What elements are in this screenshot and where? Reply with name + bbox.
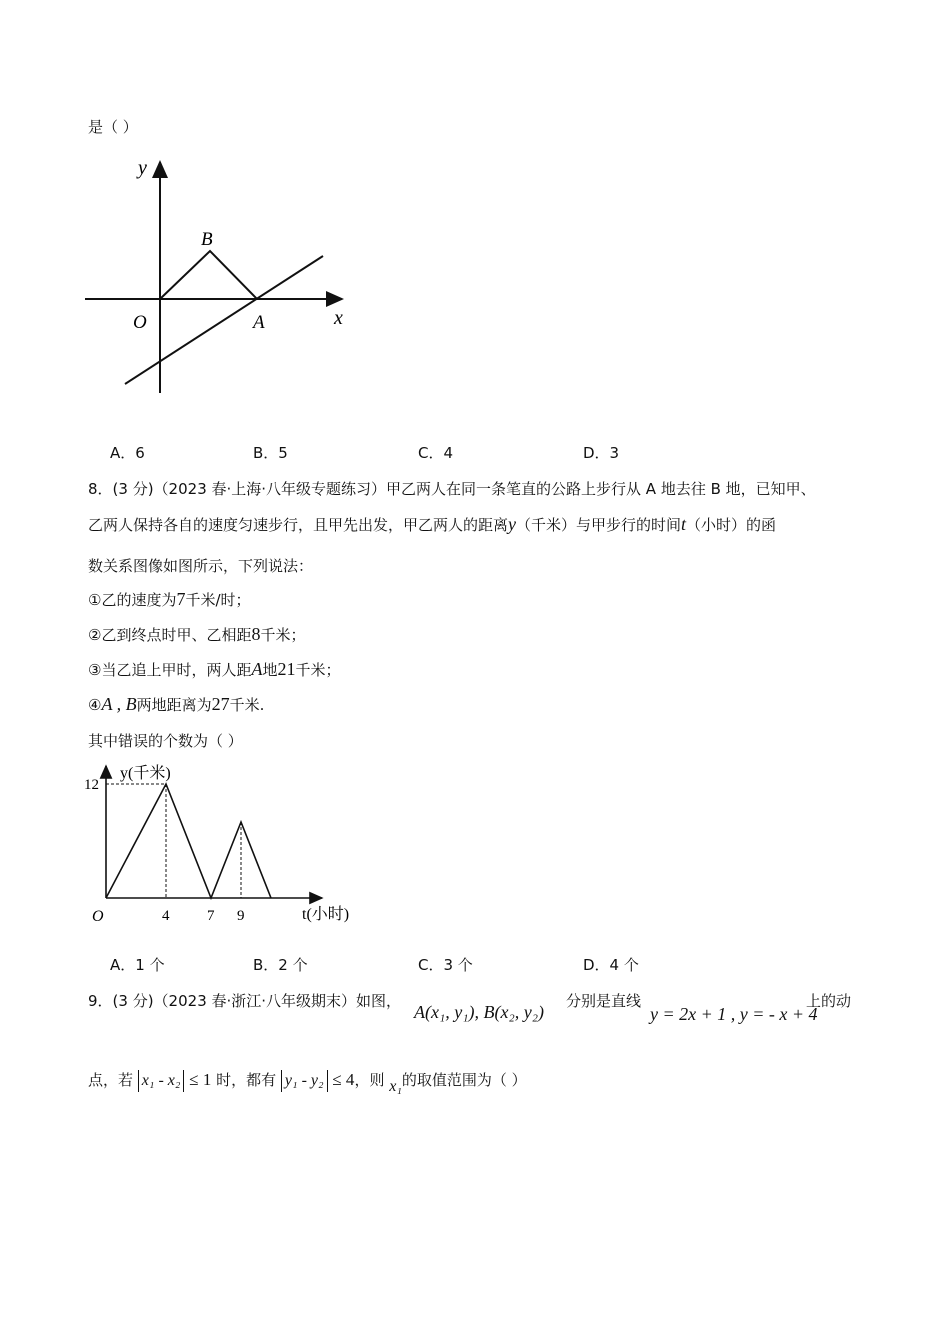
q8-line3: 数关系图像如图所示，下列说法： bbox=[88, 557, 314, 575]
q9-abs-x: x₁ - x₂ bbox=[138, 1070, 185, 1092]
q8-s3-text: ③当乙追上甲时，两人距 bbox=[88, 661, 252, 679]
q7-line bbox=[125, 256, 323, 384]
q8-statement-1 bbox=[88, 589, 251, 610]
q8-question: 其中错误的个数为（ ） bbox=[88, 732, 243, 750]
q8-var-t: t bbox=[681, 514, 687, 534]
q7-option-a[interactable]: A．6 bbox=[110, 444, 145, 462]
q8-s3-place: 地 bbox=[262, 661, 278, 679]
q7-option-d[interactable]: D．3 bbox=[583, 444, 620, 462]
q8-option-c[interactable]: C．3 个 bbox=[418, 956, 473, 974]
q8-s4-mark: ④ bbox=[88, 696, 102, 714]
q8-line2b: （千米）与甲步行的时间 bbox=[516, 516, 682, 534]
q9-points-expression: A(x₁, y₁), B(x₂, y₂) bbox=[414, 1002, 544, 1022]
q8-option-a[interactable]: A．1 个 bbox=[110, 956, 165, 974]
q9-line1-start: 9．(3 分)（2023 春·浙江·八年级期末）如图， bbox=[88, 992, 402, 1010]
q9-line2-start: 点，若 bbox=[88, 1071, 134, 1089]
q9-le-4: ≤ 4 bbox=[332, 1070, 355, 1089]
q8-y-axis-label: y(千米) bbox=[120, 765, 171, 782]
q7-figure bbox=[80, 150, 360, 400]
q8-s2-unit: 千米； bbox=[260, 626, 306, 644]
q8-var-y: y bbox=[508, 514, 517, 534]
q8-s1-unit: 千米/时； bbox=[185, 591, 251, 609]
q9-line1-end: 上的动 bbox=[806, 992, 852, 1010]
q9-line1-mid: 分别是直线 bbox=[566, 992, 642, 1010]
q7-label-b: B bbox=[201, 229, 213, 250]
q7-tail-text: 是（ ） bbox=[88, 118, 138, 136]
q9-lines-expression: y = 2x + 1 , y = - x + 4 bbox=[650, 1004, 818, 1024]
q8-statement-4 bbox=[88, 694, 264, 715]
q8-option-b[interactable]: B．2 个 bbox=[253, 956, 308, 974]
q7-triangle-OBA bbox=[160, 251, 257, 299]
q8-x-tick-label: 9 bbox=[237, 908, 245, 924]
q8-line2 bbox=[88, 514, 776, 535]
q9-abs-y: y₁ - y₂ bbox=[281, 1070, 328, 1092]
q7-label-x: x bbox=[334, 307, 343, 329]
q8-s4-text: 两地距离为 bbox=[136, 696, 212, 714]
q7-label-o: O bbox=[133, 312, 147, 333]
q8-line2a: 乙两人保持各自的速度匀速步行，且甲先出发，甲乙两人的距离 bbox=[88, 516, 509, 534]
q8-x-tick-label: 4 bbox=[162, 908, 170, 924]
q8-s1-text: ①乙的速度为 bbox=[88, 591, 177, 609]
q8-x-axis-label: t(小时) bbox=[302, 906, 350, 923]
q8-origin-label: O bbox=[92, 908, 104, 925]
q8-y-tick-label: 12 bbox=[84, 777, 99, 793]
q8-s3-number: 21 bbox=[277, 659, 296, 679]
q8-s4-number: 27 bbox=[211, 694, 230, 714]
q8-s3-unit: 千米； bbox=[295, 661, 341, 679]
q8-s2-number: 8 bbox=[251, 624, 261, 644]
q9-line2-mid: 时，都有 bbox=[216, 1071, 277, 1089]
q7-label-a: A bbox=[253, 312, 265, 333]
q8-s1-number: 7 bbox=[176, 589, 186, 609]
q8-s4-vars: A , B bbox=[101, 694, 137, 714]
q9-line2-end: 的取值范围为（ ） bbox=[401, 1071, 527, 1089]
q9-line2-then: ，则 bbox=[354, 1071, 385, 1089]
q9-le-1: ≤ 1 bbox=[189, 1070, 212, 1089]
q8-line2c: （小时）的函 bbox=[686, 516, 777, 534]
q7-option-c[interactable]: C．4 bbox=[418, 444, 454, 462]
q9-line2 bbox=[88, 1070, 527, 1095]
q8-x-tick-label: 7 bbox=[207, 908, 215, 924]
q8-s3-var: A bbox=[251, 659, 263, 679]
q8-chart bbox=[80, 760, 370, 930]
q7-option-b[interactable]: B．5 bbox=[253, 444, 288, 462]
q9-math-lines bbox=[650, 1004, 818, 1025]
q9-var-x1: x₁ bbox=[389, 1078, 402, 1095]
q8-s2-text: ②乙到终点时甲、乙相距 bbox=[88, 626, 252, 644]
q8-statement-3 bbox=[88, 659, 340, 680]
q7-label-y: y bbox=[138, 157, 147, 179]
q8-s4-unit: 千米. bbox=[229, 696, 265, 714]
q8-option-d[interactable]: D．4 个 bbox=[583, 956, 639, 974]
q8-series-line bbox=[106, 784, 271, 898]
q8-statement-2 bbox=[88, 624, 305, 645]
q9-math-points bbox=[414, 1002, 544, 1023]
q8-line1: 8．(3 分)（2023 春·上海·八年级专题练习）甲乙两人在同一条笔直的公路上步行从 A 地去往 B 地，已知甲、 bbox=[88, 480, 816, 498]
